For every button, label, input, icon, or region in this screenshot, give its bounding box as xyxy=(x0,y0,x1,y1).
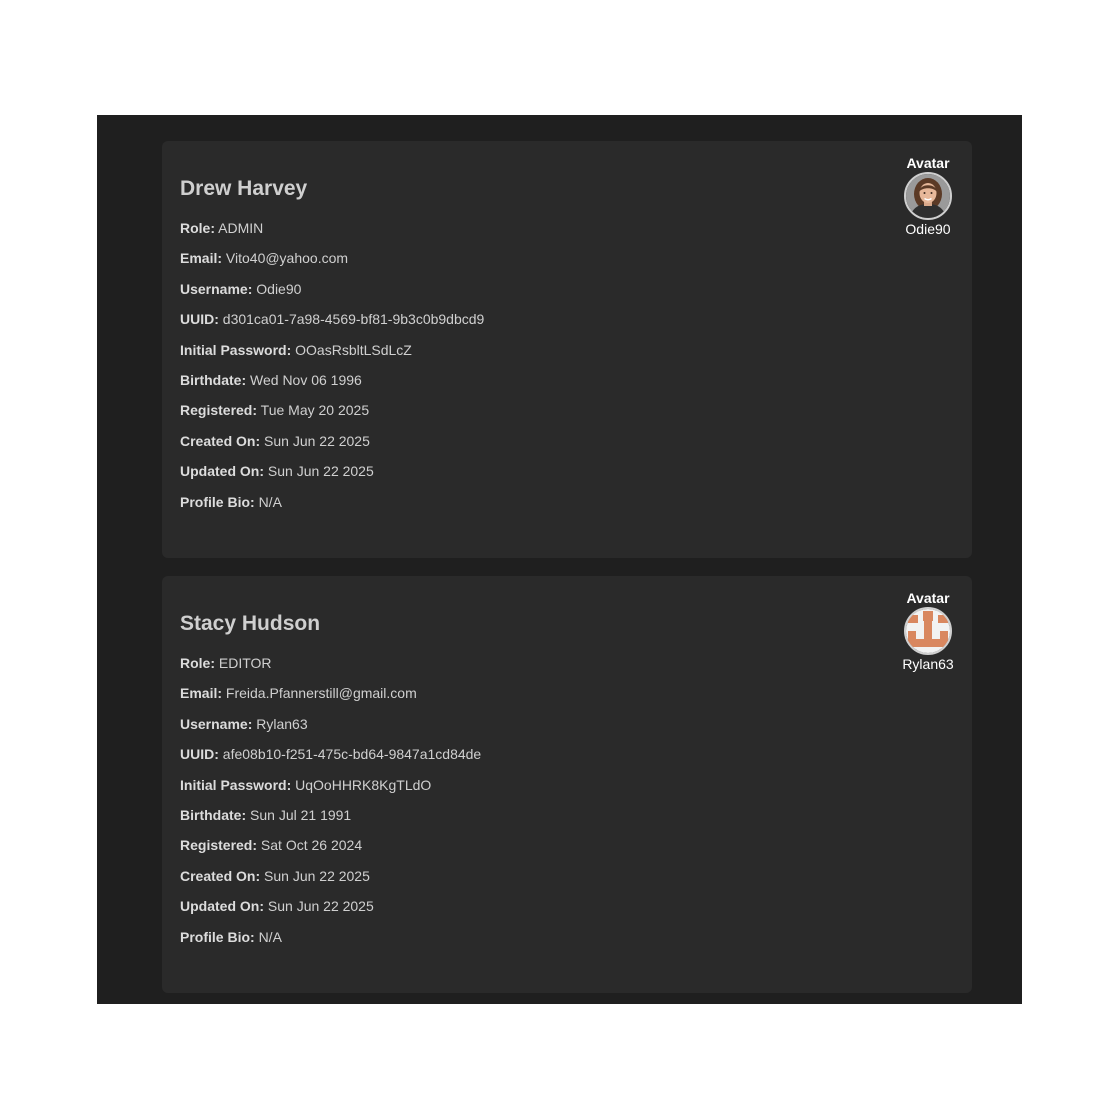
avatar[interactable] xyxy=(904,607,952,655)
field-email xyxy=(180,684,481,714)
field-initial-password xyxy=(180,341,484,371)
user-details xyxy=(180,654,481,958)
field-label: Registered: xyxy=(180,837,258,854)
field-initial-password xyxy=(180,776,481,806)
user-card xyxy=(162,141,972,558)
avatar-username: Rylan63 xyxy=(902,656,954,672)
field-label: Created On: xyxy=(180,867,261,884)
field-label: Profile Bio: xyxy=(180,493,255,510)
user-name: Stacy Hudson xyxy=(180,612,321,635)
field-label: Updated On: xyxy=(180,463,264,480)
field-birthdate xyxy=(180,371,484,401)
user-card xyxy=(162,576,972,993)
field-value: UqOoHHRK8KgTLdO xyxy=(295,776,432,793)
avatar-block xyxy=(898,590,958,672)
identicon-avatar-icon xyxy=(906,609,950,653)
field-updated-on xyxy=(180,897,481,927)
field-label: Birthdate: xyxy=(180,371,247,388)
user-list-panel xyxy=(97,115,1022,1004)
field-registered xyxy=(180,836,481,866)
field-value: Sun Jun 22 2025 xyxy=(264,432,370,449)
field-value: ADMIN xyxy=(218,220,264,236)
field-value: Freida.Pfannerstill@gmail.com xyxy=(225,685,417,702)
field-registered xyxy=(180,401,484,431)
field-value: OOasRsbltLSdLcZ xyxy=(295,341,412,358)
field-value: Vito40@yahoo.com xyxy=(225,250,349,267)
user-name: Drew Harvey xyxy=(180,177,308,200)
avatar-title: Avatar xyxy=(906,155,950,171)
avatar-title: Avatar xyxy=(906,590,950,606)
field-label: Initial Password: xyxy=(180,341,292,358)
avatar-photo-icon xyxy=(906,174,950,218)
field-value: Sun Jun 22 2025 xyxy=(264,867,370,884)
avatar-block xyxy=(898,155,958,237)
field-value: Odie90 xyxy=(256,280,302,297)
field-profile-bio xyxy=(180,928,481,958)
field-created-on xyxy=(180,432,484,462)
field-role xyxy=(180,219,484,249)
field-label: Created On: xyxy=(180,432,261,449)
field-label: Registered: xyxy=(180,402,258,419)
field-value: d301ca01-7a98-4569-bf81-9b3c0b9dbcd9 xyxy=(222,311,485,328)
field-username xyxy=(180,280,484,310)
field-profile-bio xyxy=(180,493,484,523)
field-label: Role: xyxy=(180,220,215,236)
field-username xyxy=(180,715,481,745)
field-value: Wed Nov 06 1996 xyxy=(250,371,362,388)
field-label: Birthdate: xyxy=(180,806,247,823)
field-label: UUID: xyxy=(180,311,219,328)
field-created-on xyxy=(180,867,481,897)
field-value: Sat Oct 26 2024 xyxy=(260,837,363,854)
field-label: Profile Bio: xyxy=(180,928,255,945)
field-label: Username: xyxy=(180,715,253,732)
field-value: Sun Jul 21 1991 xyxy=(250,806,352,823)
field-value: N/A xyxy=(258,493,282,510)
field-label: Email: xyxy=(180,685,223,702)
field-uuid xyxy=(180,745,481,775)
field-value: N/A xyxy=(258,928,282,945)
field-uuid xyxy=(180,310,484,340)
field-email xyxy=(180,249,484,279)
field-label: Role: xyxy=(180,655,215,671)
field-label: Username: xyxy=(180,280,253,297)
field-value: EDITOR xyxy=(218,655,272,671)
field-label: Email: xyxy=(180,250,223,267)
field-value: Tue May 20 2025 xyxy=(260,402,370,419)
field-label: Initial Password: xyxy=(180,776,292,793)
avatar-username: Odie90 xyxy=(905,221,951,237)
field-label: Updated On: xyxy=(180,898,264,915)
field-label: UUID: xyxy=(180,746,219,763)
field-value: Sun Jun 22 2025 xyxy=(267,463,374,480)
field-value: afe08b10-f251-475c-bd64-9847a1cd84de xyxy=(222,746,482,763)
field-value: Sun Jun 22 2025 xyxy=(267,898,374,915)
field-birthdate xyxy=(180,806,481,836)
field-value: Rylan63 xyxy=(256,715,308,732)
avatar[interactable] xyxy=(904,172,952,220)
field-updated-on xyxy=(180,462,484,492)
user-details xyxy=(180,219,484,523)
field-role xyxy=(180,654,481,684)
